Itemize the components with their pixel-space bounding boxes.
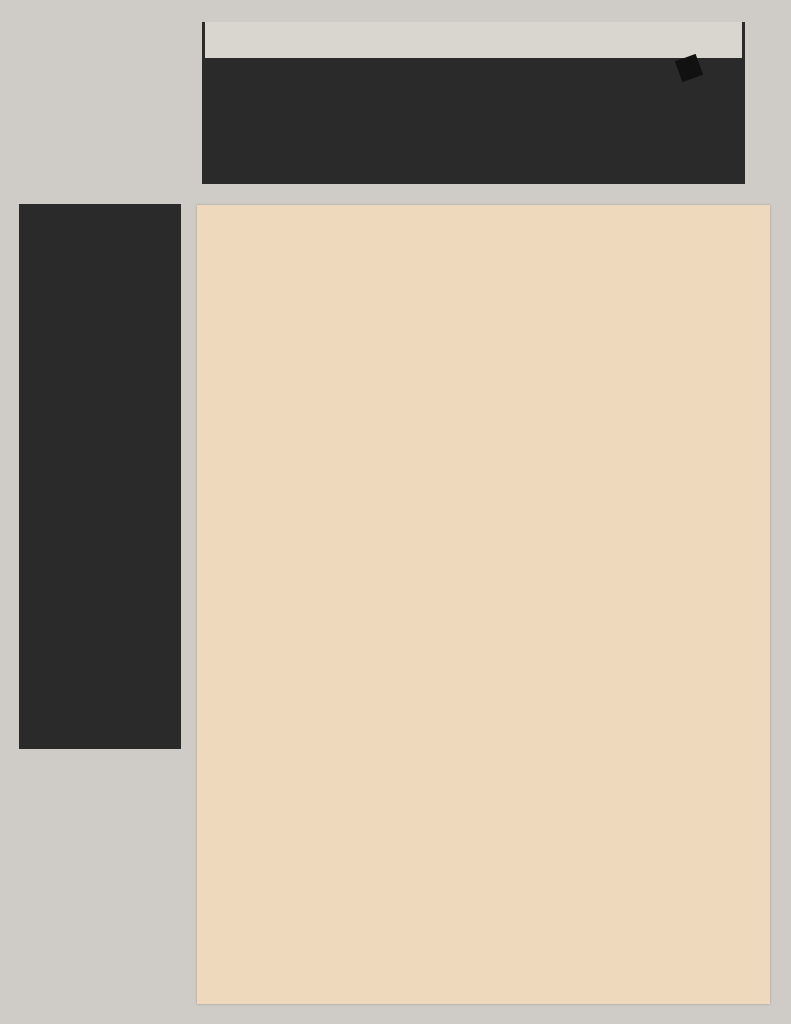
colour-chart [202, 22, 745, 184]
grey-scale [19, 204, 181, 749]
typewritten-page [197, 205, 770, 1004]
swatch-labels [202, 78, 745, 92]
ruler [205, 22, 742, 58]
